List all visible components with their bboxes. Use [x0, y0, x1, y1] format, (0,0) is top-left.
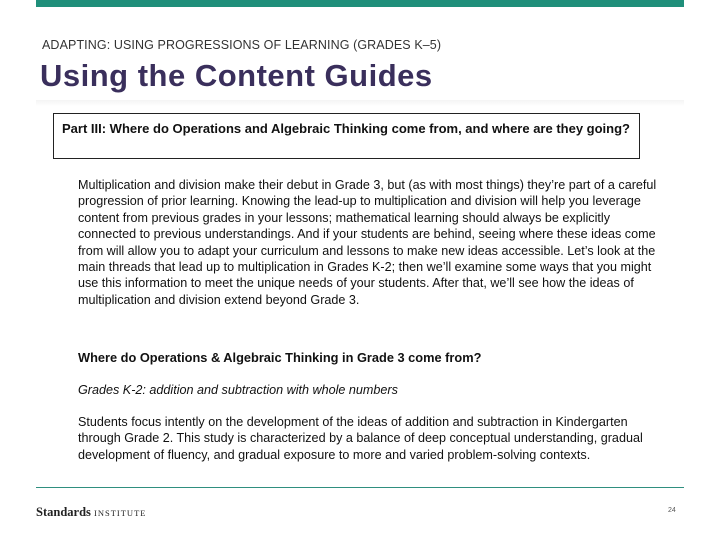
intro-paragraph: Multiplication and division make their debut in Grade 3, but (as with most things) they’re part of a careful progression of prior learning. Knowing the lead-up to multiplication and division will help you leverage content from previous grades in your lessons; mathematical learning should always be explicitly connected to previous understandings. And if your students are behind, seeing where these ideas come from will allow you to adapt your curriculum and lessons to make new ideas accessible. Let’s look at the main threads that lead up to multiplication in Grades K-2; then we’ll examine some ways that you might use this information to meet the unique needs of your students. After that, we’ll see how the ideas of multiplication and division extend beyond Grade 3. [78, 178, 657, 307]
logo-bold-text: Standards [36, 505, 91, 519]
page-number: 24 [668, 507, 676, 514]
footer-divider [36, 487, 684, 488]
section-kicker: ADAPTING: USING PROGRESSIONS OF LEARNING (GRADES K–5) [42, 38, 442, 52]
part-heading-box [53, 113, 640, 159]
standards-institute-logo [36, 505, 146, 520]
section-subheading: Grades K-2: addition and subtraction with whole numbers [78, 383, 398, 397]
page-title: Using the Content Guides [40, 58, 433, 93]
part-heading-text: Part III: Where do Operations and Algebraic Thinking come from, and where are they going? [62, 121, 630, 136]
top-accent-bar [36, 0, 684, 7]
section-paragraph: Students focus intently on the development of the ideas of addition and subtraction in Kindergarten through Grade 2. This study is characterized by a balance of deep conceptual understanding, gradual development of fluency, and gradual exposure to more and varied problem-solving contexts. [78, 415, 643, 462]
logo-institute-text: INSTITUTE [94, 508, 147, 518]
section-heading: Where do Operations & Algebraic Thinking in Grade 3 come from? [78, 350, 482, 365]
